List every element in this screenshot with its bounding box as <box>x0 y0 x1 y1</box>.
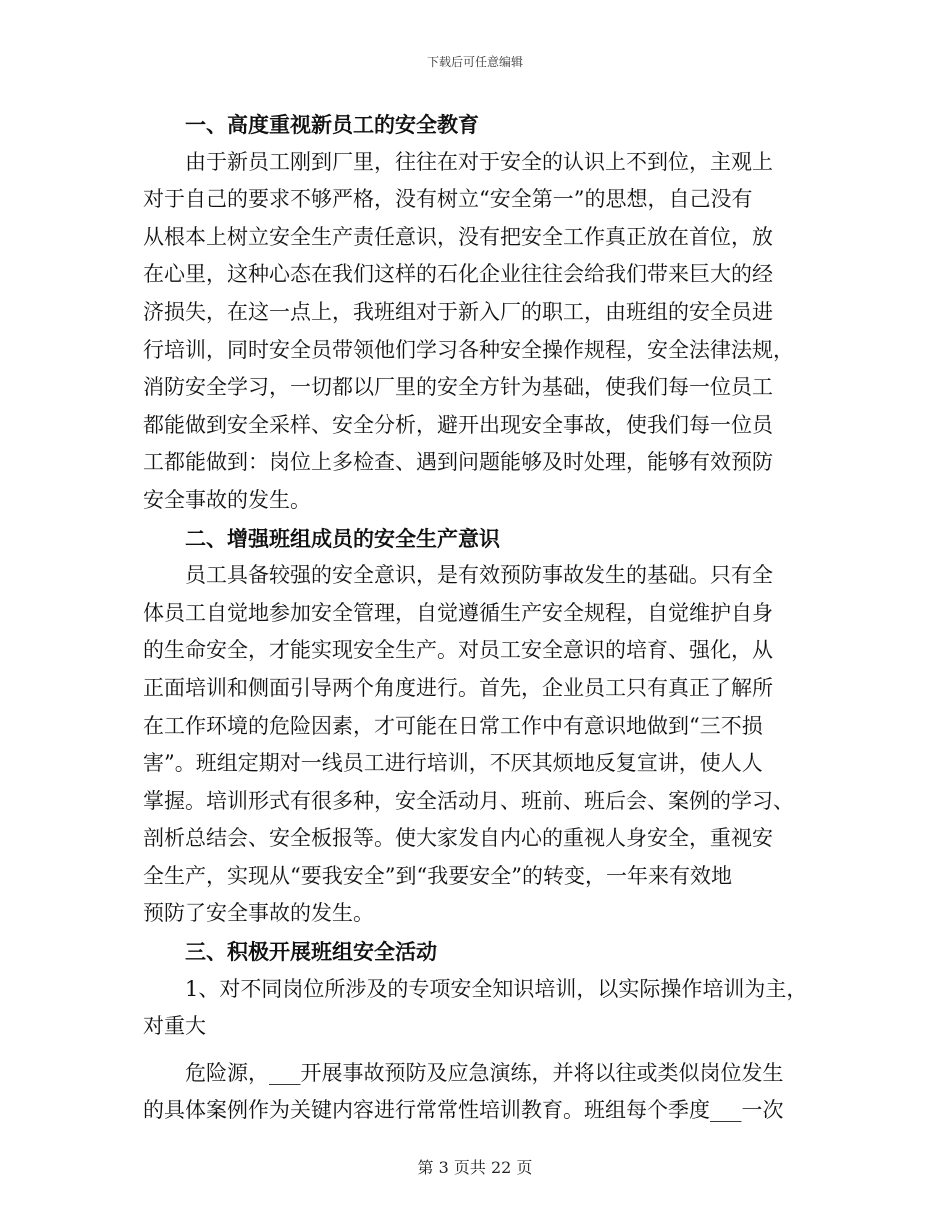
text-line: 消防安全学习，一切都以厂里的安全方针为基础，使我们每一位员工 <box>143 375 773 400</box>
text-line: 全生产，实现从“要我安全”到“我要安全”的转变，一年来有效地 <box>143 863 732 888</box>
text-line: 正面培训和侧面引导两个角度进行。首先，企业员工只有真正了解所 <box>143 675 773 700</box>
section-heading: 二、增强班组成员的安全生产意识 <box>185 525 500 551</box>
document-body <box>143 106 833 1130</box>
text-line: 从根本上树立安全生产责任意识，没有把安全工作真正放在首位，放 <box>143 224 773 249</box>
section-heading: 一、高度重视新员工的安全教育 <box>185 112 479 137</box>
text-line: 的生命安全，才能实现安全生产。对员工安全意识的培育、强化，从 <box>143 638 773 663</box>
text-line: 体员工自觉地参加安全管理，自觉遵循生产安全规程，自觉维护自身 <box>143 600 773 625</box>
text-line: 预防了安全事故的发生。 <box>143 901 374 926</box>
text-line: 危险源，___开展事故预防及应急演练，并将以往或类似岗位发生 <box>185 1060 784 1085</box>
text-line: 安全事故的发生。 <box>143 487 311 512</box>
text-line: 都能做到安全采样、安全分析，避开出现安全事故，使我们每一位员 <box>143 412 773 437</box>
text-line: 济损失，在这一点上，我班组对于新入厂的职工，由班组的安全员进 <box>143 299 773 324</box>
text-line: 对重大 <box>143 1014 206 1039</box>
text-line: 员工具备较强的安全意识，是有效预防事故发生的基础。只有全 <box>185 563 773 588</box>
text-line: 工都能做到：岗位上多检查、遇到问题能够及时处理，能够有效预防 <box>143 450 773 475</box>
text-line: 1、对不同岗位所涉及的专项安全知识培训，以实际操作培训为主， <box>185 976 808 1001</box>
text-line: 在心里，这种心态在我们这样的石化企业往往会给我们带来巨大的经 <box>143 262 773 287</box>
text-line: 的具体案例作为关键内容进行常常性培训教育。班组每个季度___一次 <box>143 1098 784 1123</box>
paragraph-gap <box>143 1046 833 1055</box>
text-line: 掌握。培训形式有很多种，安全活动月、班前、班后会、案例的学习、 <box>143 788 794 813</box>
text-line: 行培训，同时安全员带领他们学习各种安全操作规程，安全法律法规， <box>143 337 794 362</box>
text-line: 对于自己的要求不够严格，没有树立“安全第一”的思想，自己没有 <box>143 187 753 212</box>
text-line: 在工作环境的危险因素，才可能在日常工作中有意识地做到“三不损 <box>143 713 763 738</box>
text-line: 由于新员工刚到厂里，往往在对于安全的认识上不到位，主观上 <box>185 149 773 174</box>
page-header-note: 下载后可任意编辑 <box>426 55 523 69</box>
text-line: 剖析总结会、安全板报等。使大家发自内心的重视人身安全，重视安 <box>143 826 773 851</box>
text-line: 害”。班组定期对一线员工进行培训，不厌其烦地反复宣讲，使人人 <box>143 751 763 776</box>
section-heading: 三、积极开展班组安全活动 <box>185 939 437 965</box>
page-footer-number: 第 3 页共 22 页 <box>417 1158 533 1177</box>
